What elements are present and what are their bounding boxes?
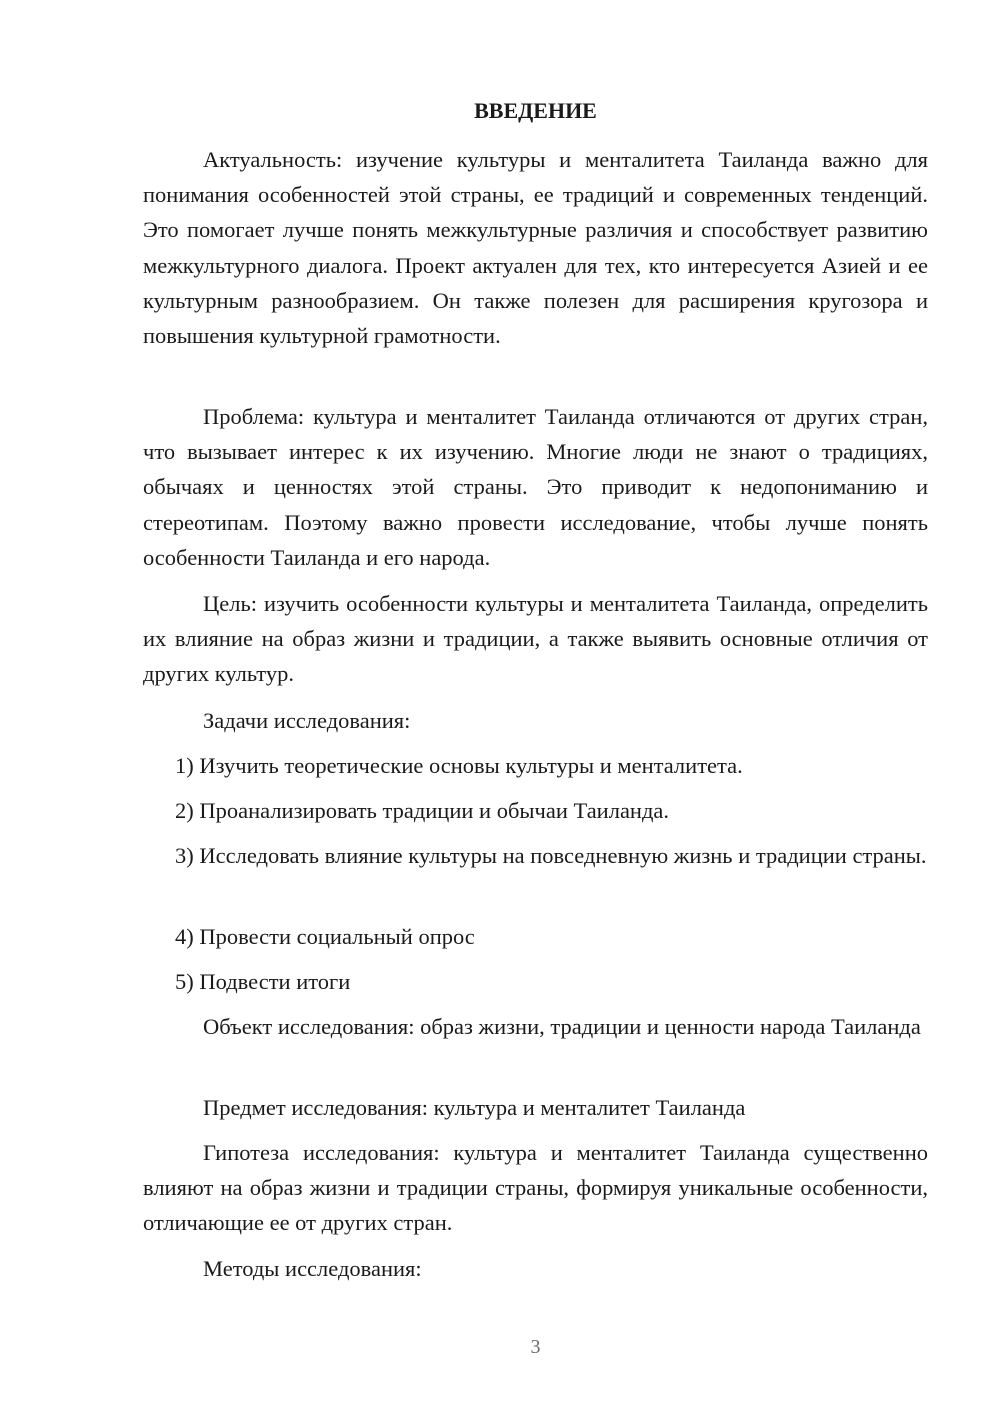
- paragraph-object: Объект исследования: образ жизни, традиции и ценности народа Таиланда: [203, 1014, 921, 1039]
- document-page: [143, 0, 928, 1414]
- paragraph-goal: Цель: изучить особенности культуры и менталитета Таиланда, определить их влияние на образ жизни и традиции, а также выявить основные отличия от других культур.: [143, 591, 928, 687]
- paragraph-hypothesis: Гипотеза исследования: культура и менталитет Таиланда существенно влияют на образ жизни и традиции страны, формируя уникальные особенности, отличающие ее от других стран.: [143, 1140, 928, 1236]
- task-item-1: 1) Изучить теоретические основы культуры и менталитета.: [175, 753, 743, 778]
- paragraph-relevance: Актуальность: изучение культуры и менталитета Таиланда важно для понимания особенностей этой страны, ее традиций и современных тенденций. Это помогает лучше понять межкультурные различия и способствует развитию межкультурного диалога. Проект актуален для тех, кто интересуется Азией и ее культурным разнообразием. Он также полезен для расширения кругозора и повышения культурной грамотности.: [143, 147, 928, 349]
- paragraph-problem: Проблема: культура и менталитет Таиланда отличаются от других стран, что вызывает интерес к их изучению. Многие люди не знают о традициях, обычаях и ценностях этой страны. Это приводит к недопониманию и стереотипам. Поэтому важно провести исследование, чтобы лучше понять особенности Таиланда и его народа.: [143, 404, 928, 570]
- page-title: ВВЕДЕНИЕ: [474, 98, 597, 123]
- paragraph-methods: Методы исследования:: [203, 1256, 422, 1281]
- task-item-2: 2) Проанализировать традиции и обычаи Таиланда.: [175, 798, 670, 823]
- task-item-5: 5) Подвести итоги: [175, 969, 351, 994]
- task-item-3: 3) Исследовать влияние культуры на повседневную жизнь и традиции страны.: [175, 843, 927, 868]
- page-number: 3: [530, 1336, 541, 1358]
- task-item-4: 4) Провести социальный опрос: [175, 924, 475, 949]
- tasks-heading: Задачи исследования:: [203, 708, 411, 733]
- paragraph-subject: Предмет исследования: культура и менталитет Таиланда: [203, 1095, 746, 1120]
